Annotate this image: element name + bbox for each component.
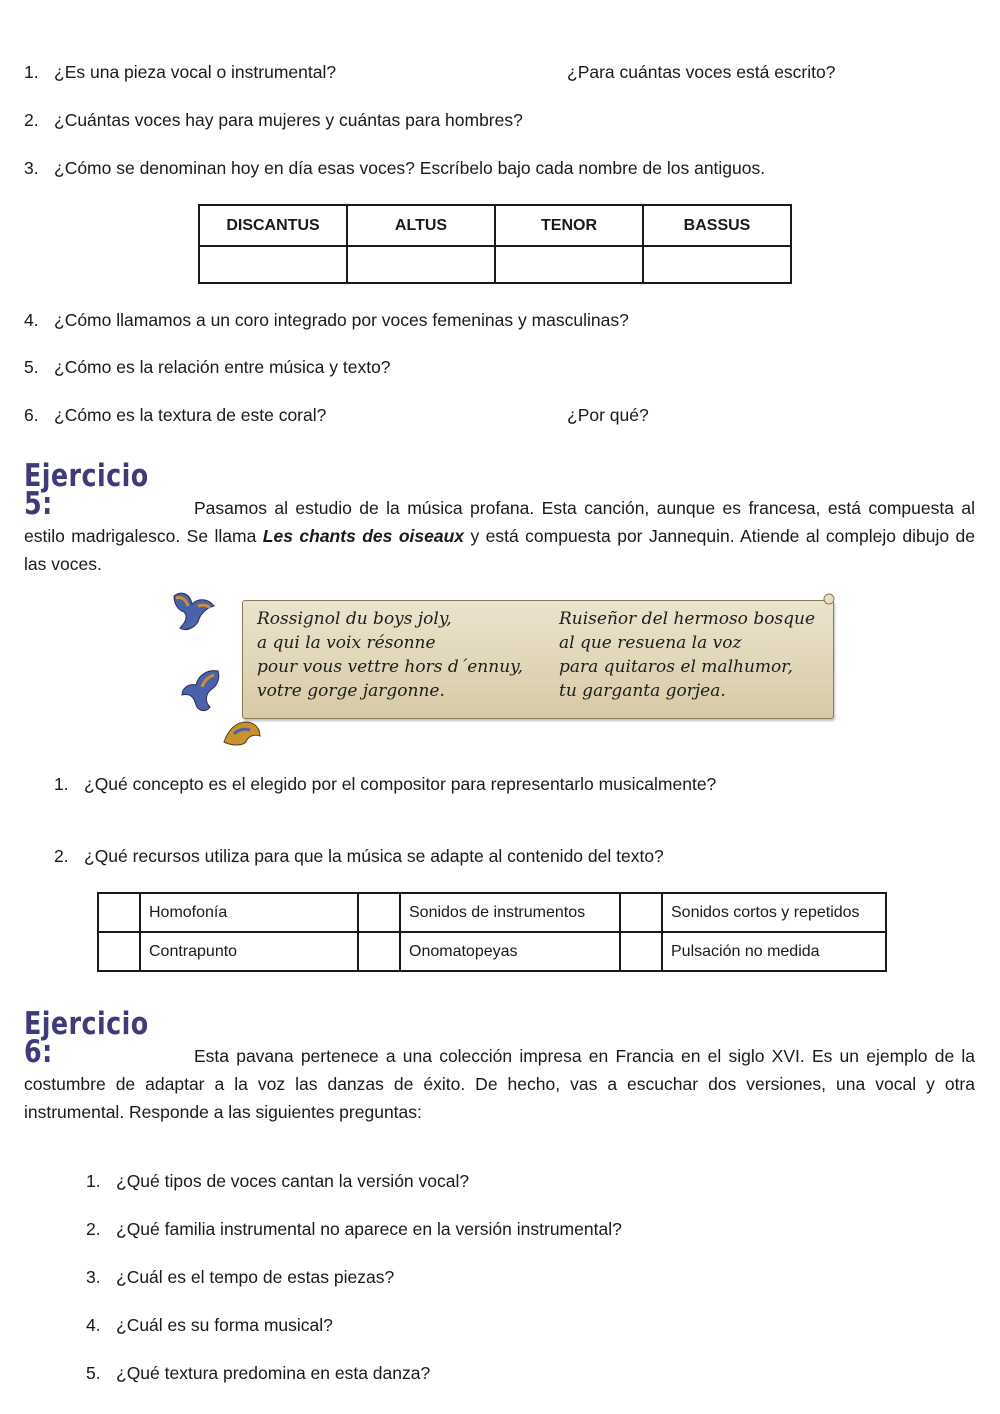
question-text: ¿Cómo es la textura de este coral? xyxy=(54,405,327,425)
ejercicio6-heading: Ejercicio 6: xyxy=(24,1006,149,1070)
voice-header-discantus: DISCANTUS xyxy=(199,205,347,246)
question-text: ¿Qué tipos de voces cantan la versión vocal? xyxy=(116,1171,470,1191)
scroll-curl-icon xyxy=(822,592,836,606)
e6-question-3: 3. ¿Cuál es el tempo de estas piezas? xyxy=(86,1267,395,1287)
bird-icon xyxy=(168,588,218,636)
answer-cell-tenor[interactable] xyxy=(495,246,643,283)
e6-question-4: 4. ¿Cuál es su forma musical? xyxy=(86,1315,333,1335)
question-2: 2. ¿Cuántas voces hay para mujeres y cuántas para hombres? xyxy=(24,110,523,130)
option-contrapunto: Contrapunto xyxy=(140,932,358,971)
song-title: Les chants des oiseaux xyxy=(262,526,465,546)
checkbox-pulsacion[interactable] xyxy=(620,932,662,971)
question-text: ¿Cuál es el tempo de estas piezas? xyxy=(116,1267,395,1287)
question-1-extra: ¿Para cuántas voces está escrito? xyxy=(567,62,836,82)
poem-french: Rossignol du boys joly, a qui la voix résonne pour vous vettre hors d´ennuy, votre gorge jargonne. xyxy=(257,609,523,701)
e6-question-2: 2. ¿Qué familia instrumental no aparece en la versión instrumental? xyxy=(86,1219,622,1239)
question-6: 6. ¿Cómo es la textura de este coral? xyxy=(24,405,327,425)
ejercicio5-intro: Ejercicio 5: Pasamos al estudio de la música profana. Esta canción, aunque es francesa, está compuesta al estilo madrigalesco. Se llama Les chants des oiseaux y está compuesta por Jannequin. Atiende al complejo dibujo de las voces. xyxy=(24,458,975,574)
resources-table xyxy=(97,892,887,972)
checkbox-onomatopeyas[interactable] xyxy=(358,932,400,971)
poem-scroll xyxy=(242,600,834,719)
question-text: ¿Cómo es la relación entre música y texto? xyxy=(54,357,391,377)
voices-table xyxy=(198,204,792,284)
voice-header-tenor: TENOR xyxy=(495,205,643,246)
question-text: ¿Qué familia instrumental no aparece en la versión instrumental? xyxy=(116,1219,622,1239)
answer-cell-altus[interactable] xyxy=(347,246,495,283)
checkbox-contrapunto[interactable] xyxy=(98,932,140,971)
e6-question-5: 5. ¿Qué textura predomina en esta danza? xyxy=(86,1363,431,1383)
question-text: ¿Qué textura predomina en esta danza? xyxy=(116,1363,431,1383)
checkbox-sonidos-instrumentos[interactable] xyxy=(358,893,400,932)
question-text: ¿Cuál es su forma musical? xyxy=(116,1315,333,1335)
question-5: 5. ¿Cómo es la relación entre música y texto? xyxy=(24,357,391,377)
question-text: ¿Cómo se denominan hoy en día esas voces? Escríbelo bajo cada nombre de los antiguos. xyxy=(54,158,766,178)
question-text: ¿Qué recursos utiliza para que la música se adapte al contenido del texto? xyxy=(84,846,664,866)
question-text: ¿Cómo llamamos a un coro integrado por voces femeninas y masculinas? xyxy=(54,310,629,330)
option-homofonia: Homofonía xyxy=(140,893,358,932)
bird-icon xyxy=(178,665,224,715)
answer-cell-bassus[interactable] xyxy=(643,246,791,283)
option-pulsacion: Pulsación no medida xyxy=(662,932,886,971)
voice-header-bassus: BASSUS xyxy=(643,205,791,246)
e5-question-2: 2. ¿Qué recursos utiliza para que la música se adapte al contenido del texto? xyxy=(54,846,664,866)
ejercicio6-intro: Ejercicio 6: Esta pavana pertenece a una colección impresa en Francia en el siglo XVI. Es un ejemplo de la costumbre de adaptar a la voz las danzas de éxito. De hecho, vas a escuchar dos versiones, una vocal y otra instrumental. Responde a las siguientes preguntas: xyxy=(24,1006,975,1122)
question-text: ¿Qué concepto es el elegido por el compositor para representarlo musicalmente? xyxy=(84,774,717,794)
question-1: 1. ¿Es una pieza vocal o instrumental? xyxy=(24,62,337,82)
ejercicio5-heading: Ejercicio 5: xyxy=(24,458,149,522)
question-6-extra: ¿Por qué? xyxy=(567,405,649,425)
checkbox-homofonia[interactable] xyxy=(98,893,140,932)
option-sonidos-cortos: Sonidos cortos y repetidos xyxy=(662,893,886,932)
checkbox-sonidos-cortos[interactable] xyxy=(620,893,662,932)
option-sonidos-instrumentos: Sonidos de instrumentos xyxy=(400,893,620,932)
voice-header-altus: ALTUS xyxy=(347,205,495,246)
question-text: ¿Cuántas voces hay para mujeres y cuántas para hombres? xyxy=(54,110,523,130)
poem-spanish: Ruiseñor del hermoso bosque al que resuena la voz para quitaros el malhumor, tu garganta gorjea. xyxy=(559,609,816,701)
question-4: 4. ¿Cómo llamamos a un coro integrado por voces femeninas y masculinas? xyxy=(24,310,629,330)
option-onomatopeyas: Onomatopeyas xyxy=(400,932,620,971)
answer-cell-discantus[interactable] xyxy=(199,246,347,283)
question-text: ¿Es una pieza vocal o instrumental? xyxy=(54,62,337,82)
e6-question-1: 1. ¿Qué tipos de voces cantan la versión vocal? xyxy=(86,1171,470,1191)
e5-question-1: 1. ¿Qué concepto es el elegido por el compositor para representarlo musicalmente? xyxy=(54,774,717,794)
question-3: 3. ¿Cómo se denominan hoy en día esas voces? Escríbelo bajo cada nombre de los antiguos. xyxy=(24,158,766,178)
